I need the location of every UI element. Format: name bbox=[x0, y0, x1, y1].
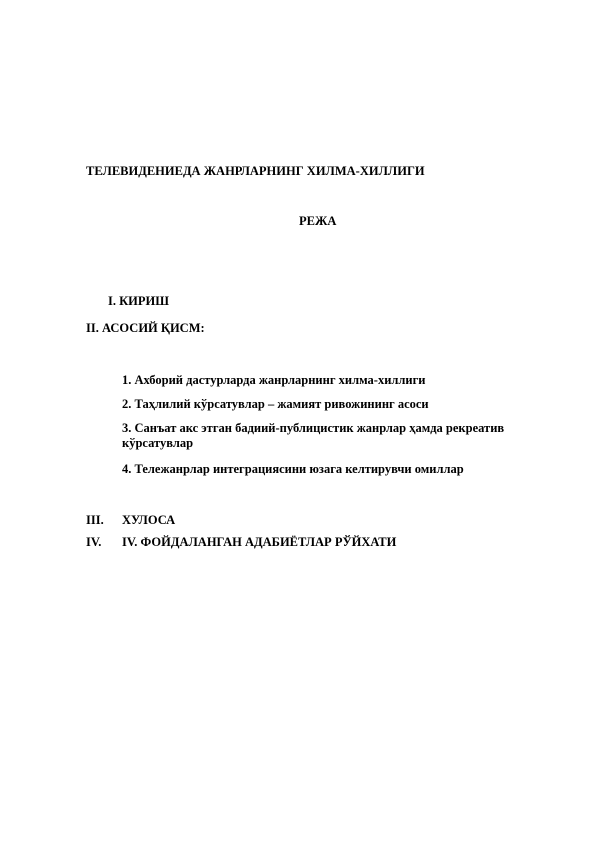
subsection-1: 1. Ахборий дастурларда жанрларнинг хилма-хиллиги bbox=[122, 373, 426, 387]
subsection-3: 3. Санъат акс этган бадиий-публицистик жанрлар ҳамда рекреатив кўрсатувлар bbox=[122, 421, 505, 450]
section-conclusion: ХУЛОСА bbox=[122, 513, 176, 527]
section-references: IV. ФОЙДАЛАНГАН АДАБИЁТЛАР РЎЙХАТИ bbox=[122, 535, 397, 549]
plan-heading: РЕЖА bbox=[299, 214, 337, 228]
section-conclusion-number: III. bbox=[86, 513, 104, 527]
subsection-2: 2. Таҳлилий кўрсатувлар – жамият ривожининг асоси bbox=[122, 397, 429, 411]
section-introduction: I. КИРИШ bbox=[108, 294, 169, 308]
subsection-4: 4. Тележанрлар интеграциясини юзага келтирувчи омиллар bbox=[122, 462, 464, 476]
section-references-number: IV. bbox=[86, 535, 102, 549]
section-main-part: II. АСОСИЙ ҚИСМ: bbox=[86, 321, 205, 335]
document-title: ТЕЛЕВИДЕНИЕДА ЖАНРЛАРНИНГ ХИЛМА-ХИЛЛИГИ bbox=[86, 164, 425, 178]
